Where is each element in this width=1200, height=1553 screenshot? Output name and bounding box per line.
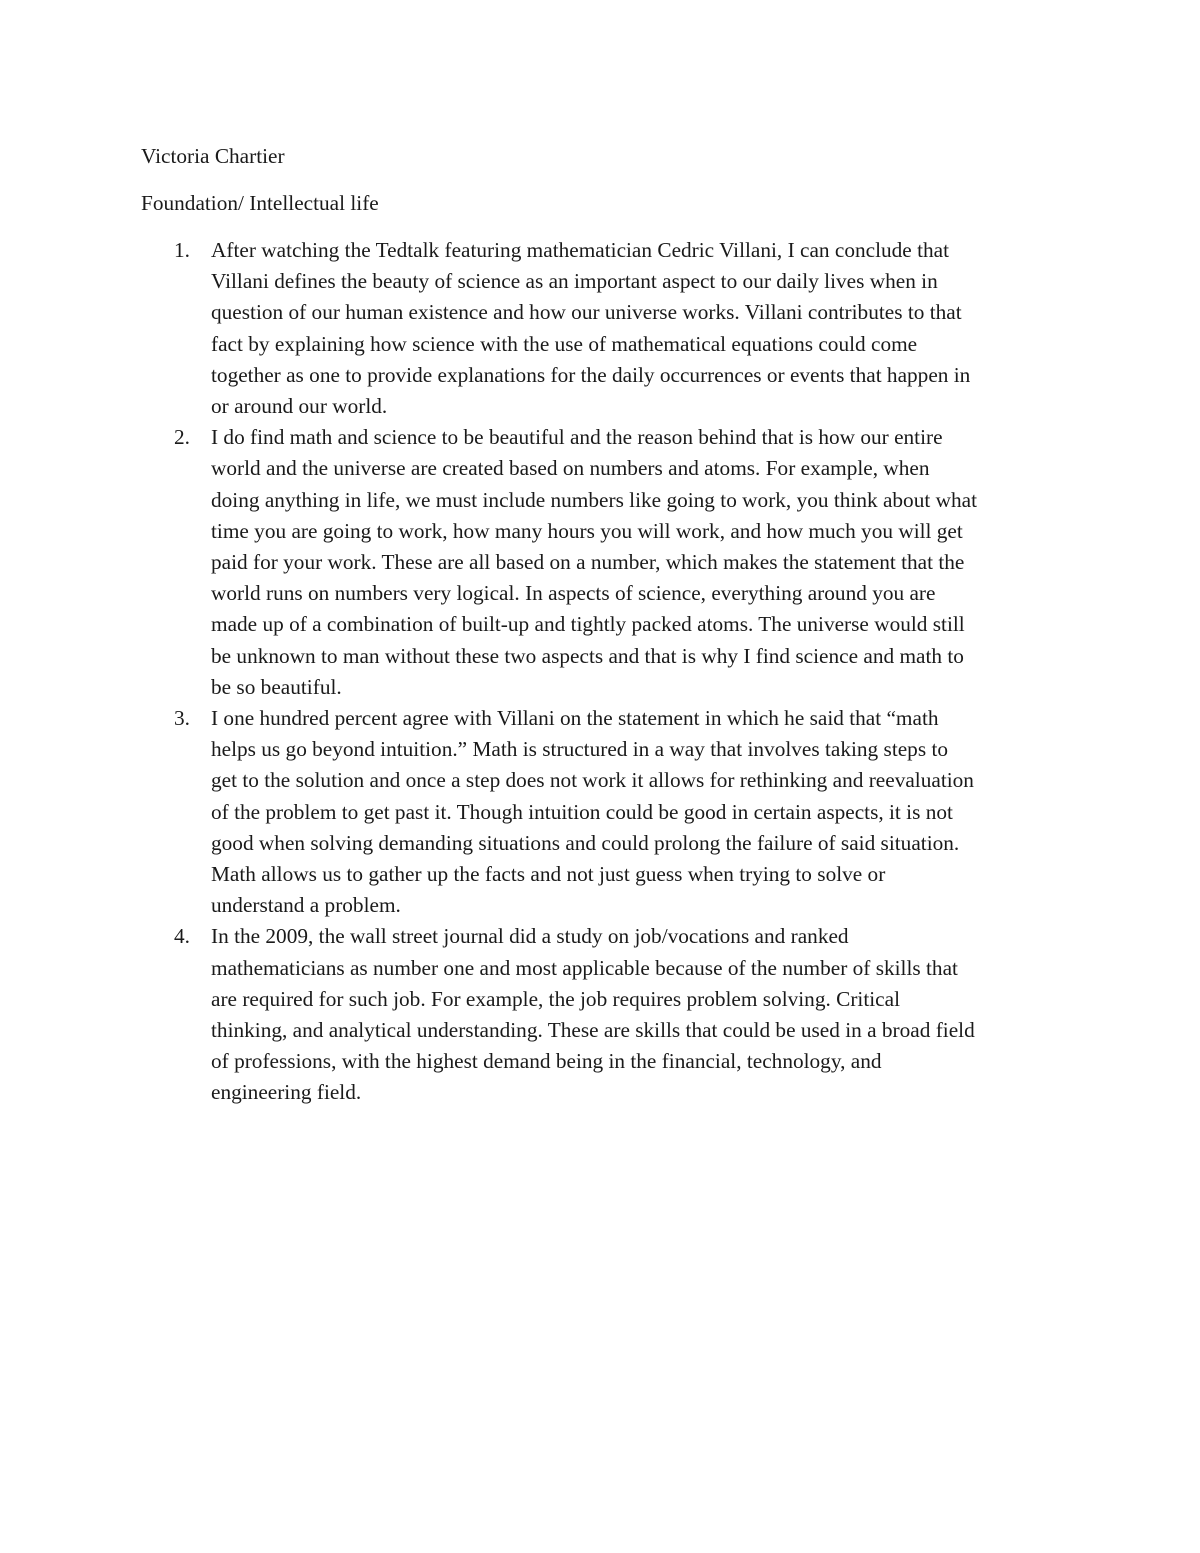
answer-line: be so beautiful. [211, 674, 342, 699]
answer-line: mathematicians as number one and most applicable because of the number of skills that [211, 955, 958, 980]
answer-number: 2. [174, 425, 190, 450]
answer-line: engineering field. [211, 1080, 362, 1105]
answer-line: Math allows us to gather up the facts and not just guess when trying to solve or [211, 862, 886, 887]
answer-line: paid for your work. These are all based on a number, which makes the statement that the [211, 550, 965, 575]
answer-line: After watching the Tedtalk featuring mathematician Cedric Villani, I can conclude that [211, 238, 950, 262]
answer-line: question of our human existence and how our universe works. Villani contributes to that [211, 300, 962, 325]
answer-text [211, 235, 1081, 422]
answer-line: thinking, and analytical understanding. These are skills that could be used in a broad field [211, 1018, 975, 1043]
answer-line: I do find math and science to be beautiful and the reason behind that is how our entire [211, 425, 943, 450]
answer-line: of professions, with the highest demand being in the financial, technology, and [211, 1049, 882, 1074]
answer-text [211, 703, 1081, 921]
answer-line: made up of a combination of built-up and tightly packed atoms. The universe would still [211, 612, 965, 637]
answer-line: be unknown to man without these two aspects and that is why I find science and math to [211, 643, 964, 668]
answer-number: 3. [174, 706, 190, 731]
author-name: Victoria Chartier [141, 144, 285, 168]
answer-line: are required for such job. For example, the job requires problem solving. Critical [211, 986, 900, 1011]
answer-line: together as one to provide explanations for the daily occurrences or events that happen in [211, 362, 971, 387]
answer-line: time you are going to work, how many hours you will work, and how much you will get [211, 518, 963, 543]
answer-line: world and the universe are created based on numbers and atoms. For example, when [211, 456, 930, 481]
answer-text [211, 921, 1081, 1108]
answer-line: fact by explaining how science with the use of mathematical equations could come [211, 331, 918, 356]
answer-line: good when solving demanding situations and could prolong the failure of said situation. [211, 830, 960, 855]
document-subtitle: Foundation/ Intellectual life [141, 191, 379, 215]
answer-number: 4. [174, 924, 190, 949]
answer-line: get to the solution and once a step does not work it allows for rethinking and reevaluation [211, 768, 974, 793]
answer-number: 1. [174, 238, 190, 262]
answer-line: world runs on numbers very logical. In aspects of science, everything around you are [211, 581, 936, 606]
answer-text [211, 422, 1081, 703]
answer-item [0, 921, 1200, 1108]
answer-item [0, 422, 1200, 703]
answer-line: understand a problem. [211, 893, 401, 918]
answer-item [0, 703, 1200, 921]
answer-item [0, 235, 1200, 422]
answer-line: helps us go beyond intuition.” Math is structured in a way that involves taking steps to [211, 737, 949, 762]
answers-list [0, 235, 1200, 1109]
answer-line: In the 2009, the wall street journal did a study on job/vocations and ranked [211, 924, 849, 949]
answer-line: I one hundred percent agree with Villani on the statement in which he said that “math [211, 706, 939, 731]
answer-line: Villani defines the beauty of science as an important aspect to our daily lives when in [211, 269, 938, 294]
answer-line: or around our world. [211, 394, 388, 419]
answer-line: of the problem to get past it. Though intuition could be good in certain aspects, it is not [211, 799, 953, 824]
answer-line: doing anything in life, we must include numbers like going to work, you think about what [211, 487, 977, 512]
